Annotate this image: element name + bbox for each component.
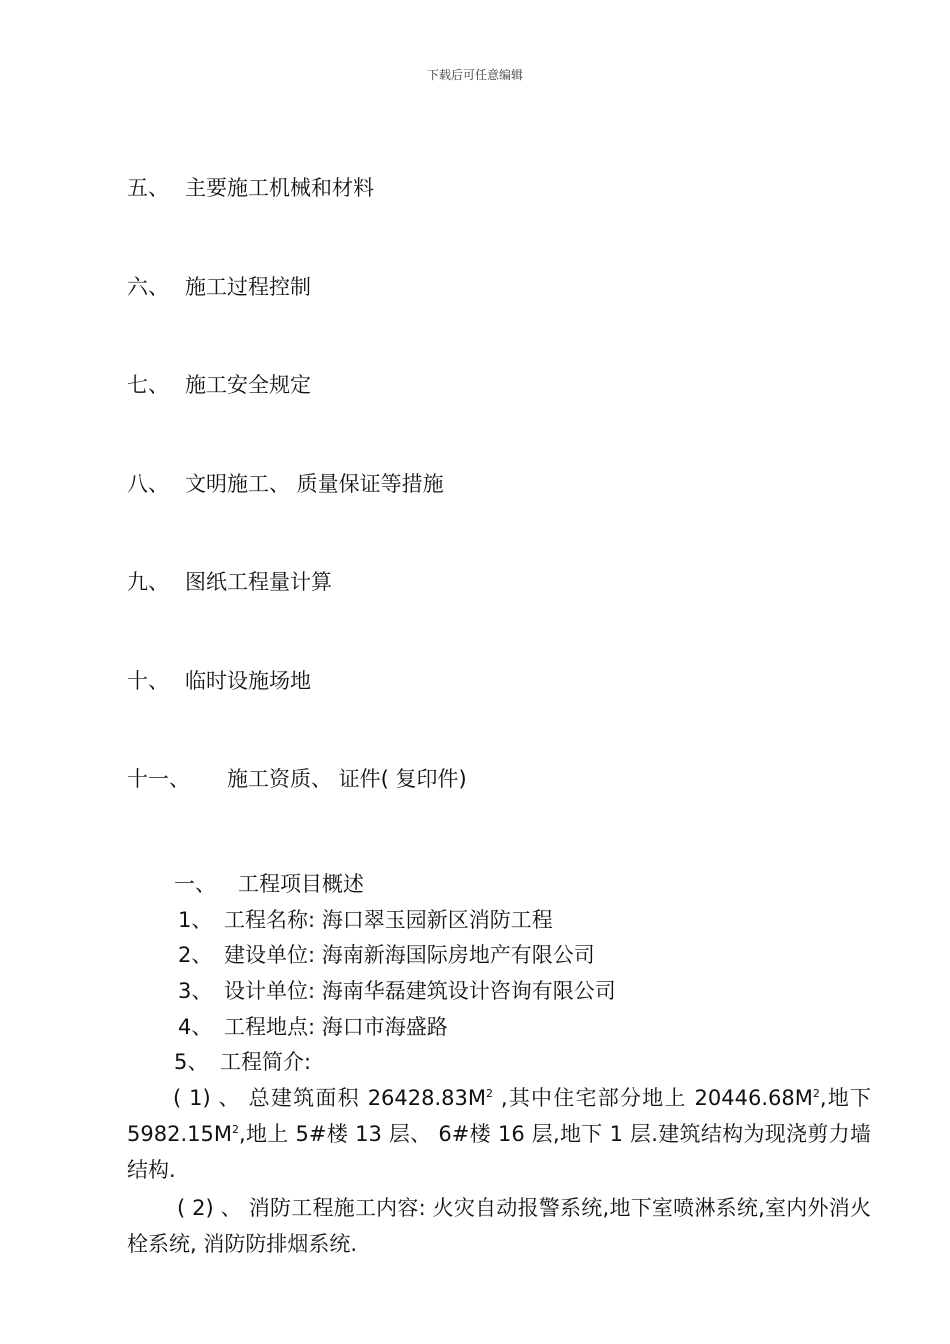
toc-item bbox=[127, 471, 444, 497]
toc-item bbox=[127, 668, 311, 694]
section-title bbox=[174, 870, 364, 898]
para-text: ,地下 5982.15M bbox=[127, 1086, 871, 1146]
toc-item bbox=[127, 766, 467, 792]
toc-number: 八、 bbox=[127, 472, 169, 496]
toc-text: 图纸工程量计算 bbox=[185, 570, 332, 594]
paragraph-fire-works bbox=[127, 1190, 871, 1262]
toc-number: 六、 bbox=[127, 275, 169, 299]
superscript: 2 bbox=[812, 1087, 820, 1100]
info-line bbox=[178, 941, 595, 969]
section-title-text: 工程项目概述 bbox=[238, 872, 364, 896]
para-text: ( 1) 、 总建筑面积 26428.83M bbox=[173, 1086, 487, 1110]
toc-number: 七、 bbox=[127, 373, 169, 397]
toc-item bbox=[127, 175, 374, 201]
toc-text: 主要施工机械和材料 bbox=[185, 176, 374, 200]
toc-item bbox=[127, 569, 332, 595]
info-text: 设计单位: 海南华磊建筑设计咨询有限公司 bbox=[224, 979, 616, 1003]
toc-number: 十、 bbox=[127, 669, 169, 693]
superscript: 2 bbox=[486, 1087, 494, 1100]
info-number: 3、 bbox=[178, 979, 213, 1003]
para-text: ,地上 5#楼 13 层、 6#楼 16 层,地下 1 层.建筑结构为现浇剪力墙结构. bbox=[127, 1122, 871, 1182]
toc-text: 文明施工、 质量保证等措施 bbox=[185, 472, 444, 496]
info-number: 5、 bbox=[174, 1050, 209, 1074]
toc-text: 施工安全规定 bbox=[185, 373, 311, 397]
info-text: 工程地点: 海口市海盛路 bbox=[224, 1015, 448, 1039]
toc-item bbox=[127, 372, 311, 398]
toc-number: 五、 bbox=[127, 176, 169, 200]
toc-number: 十一、 bbox=[127, 767, 190, 791]
paragraph-building-area bbox=[127, 1080, 871, 1188]
info-line bbox=[178, 977, 616, 1005]
section-number: 一、 bbox=[174, 872, 216, 896]
toc-text: 施工资质、 证件( 复印件) bbox=[227, 767, 467, 791]
info-text: 工程名称: 海口翠玉园新区消防工程 bbox=[224, 908, 553, 932]
info-line bbox=[178, 1013, 448, 1041]
para-text: ,其中住宅部分地上 20446.68M bbox=[493, 1086, 813, 1110]
toc-number: 九、 bbox=[127, 570, 169, 594]
toc-text: 临时设施场地 bbox=[185, 669, 311, 693]
info-number: 4、 bbox=[178, 1015, 213, 1039]
superscript: 2 bbox=[231, 1123, 239, 1136]
toc-text: 施工过程控制 bbox=[185, 275, 311, 299]
info-line bbox=[178, 906, 553, 934]
info-text: 建设单位: 海南新海国际房地产有限公司 bbox=[224, 943, 595, 967]
info-number: 1、 bbox=[178, 908, 213, 932]
info-line bbox=[174, 1048, 311, 1076]
toc-item bbox=[127, 274, 311, 300]
info-text: 工程简介: bbox=[220, 1050, 312, 1074]
info-number: 2、 bbox=[178, 943, 213, 967]
page-header: 下载后可任意编辑 bbox=[426, 68, 523, 82]
para-text: ( 2) 、 消防工程施工内容: 火灾自动报警系统,地下室喷淋系统,室内外消火栓系统, 消防防排烟系统. bbox=[127, 1196, 871, 1256]
